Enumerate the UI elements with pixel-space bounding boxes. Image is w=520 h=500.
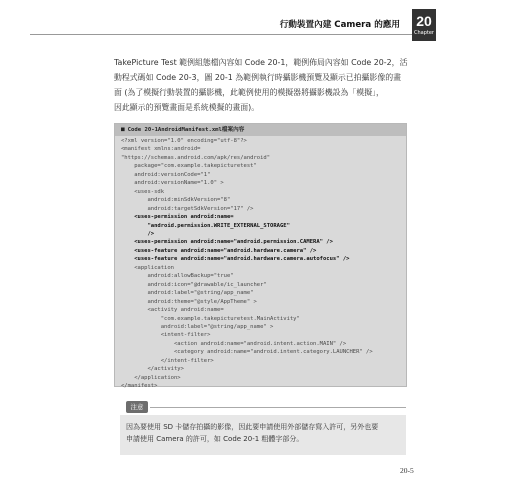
code-line: <uses-sdk: [121, 188, 165, 195]
code-caption: [115, 124, 406, 136]
body-line: TakePicture Test 範例組態檔內容如 Code 20-1，範例佈局內容如 Code 20-2，活: [114, 58, 408, 67]
code-line: "https://schemas.android.com/apk/res/android": [121, 154, 271, 161]
code-line: android:allowBackup="true": [121, 273, 234, 280]
code-line: <uses-permission android:name=: [121, 214, 234, 221]
tip-label: 注意: [126, 401, 148, 413]
code-line: android:versionCode="1": [121, 171, 211, 178]
code-line: <application: [121, 264, 174, 271]
chapter-number: 20: [416, 13, 432, 29]
code-line: <intent-filter>: [121, 332, 211, 339]
code-line: "android.permission.WRITE_EXTERNAL_STORAGE": [121, 222, 290, 229]
code-line: </intent-filter>: [121, 357, 214, 364]
code-line: android:icon="@drawable/ic_launcher": [121, 281, 267, 288]
code-line: />: [121, 230, 155, 237]
code-line: android:theme="@style/AppTheme" >: [121, 298, 257, 305]
code-line: package="com.example.takepicturetest": [121, 163, 257, 170]
header-rule: [30, 34, 412, 35]
body-line: 面 (為了模擬行動裝置的攝影機，此範例使用的模擬器將攝影機設為「模擬」，: [114, 87, 384, 97]
code-caption-text: Code 20-1AndroidManifest.xml檔案內容: [127, 127, 245, 133]
code-line: <uses-feature android:name="android.hardware.camera.autofocus" />: [121, 256, 350, 263]
body-line: 因此顯示的預覽畫面是系統模擬的畫面)。: [114, 102, 260, 112]
code-line: <uses-feature android:name="android.hardware.camera" />: [121, 247, 317, 254]
caption-square-icon: ■: [121, 126, 125, 133]
code-line: </application>: [121, 374, 181, 381]
page-number: 20-5: [400, 466, 414, 475]
code-line: android:label="@string/app_name": [121, 290, 254, 297]
chapter-word: Chapter: [414, 30, 434, 36]
tip-text: [126, 421, 402, 445]
body-line: 動程式碼如 Code 20-3，圖 20-1 為範例執行時攝影機預覽及顯示已拍攝影像的畫: [114, 72, 401, 82]
code-line: android:versionName="1.0" >: [121, 180, 224, 187]
code-line: <activity android:name=: [121, 307, 224, 314]
tip-line: 因為要使用 SD 卡儲存拍攝的影像，因此要申請使用外部儲存寫入許可，另外也要: [126, 423, 379, 431]
tip-line: 申請使用 Camera 的許可，如 Code 20-1 粗體字部分。: [126, 435, 304, 443]
code-line: <uses-permission android:name="android.permission.CAMERA" />: [121, 239, 333, 246]
tip-rule: [150, 407, 406, 408]
code-body: [115, 136, 406, 391]
running-header-title: 行動裝置內建 Camera 的應用: [279, 20, 400, 30]
code-line: </activity>: [121, 366, 184, 373]
code-listing: [114, 123, 407, 390]
body-paragraph: [114, 56, 410, 116]
chapter-badge: [412, 9, 436, 41]
code-line: </manifest>: [121, 383, 158, 390]
code-line: android:minSdkVersion="8": [121, 197, 231, 204]
code-line: <action android:name="android.intent.action.MAIN" />: [121, 340, 347, 347]
code-line: android:label="@string/app_name" >: [121, 323, 274, 330]
tip-box: [120, 415, 406, 455]
code-line: <manifest xmlns:android=: [121, 146, 201, 153]
code-line: "com.example.takepicturetest.MainActivity": [121, 315, 300, 322]
code-line: <category android:name="android.intent.category.LAUNCHER" />: [121, 349, 373, 356]
code-line: android:targetSdkVersion="17" />: [121, 205, 254, 212]
code-line: <?xml version="1.0" encoding="utf-8"?>: [121, 138, 247, 144]
